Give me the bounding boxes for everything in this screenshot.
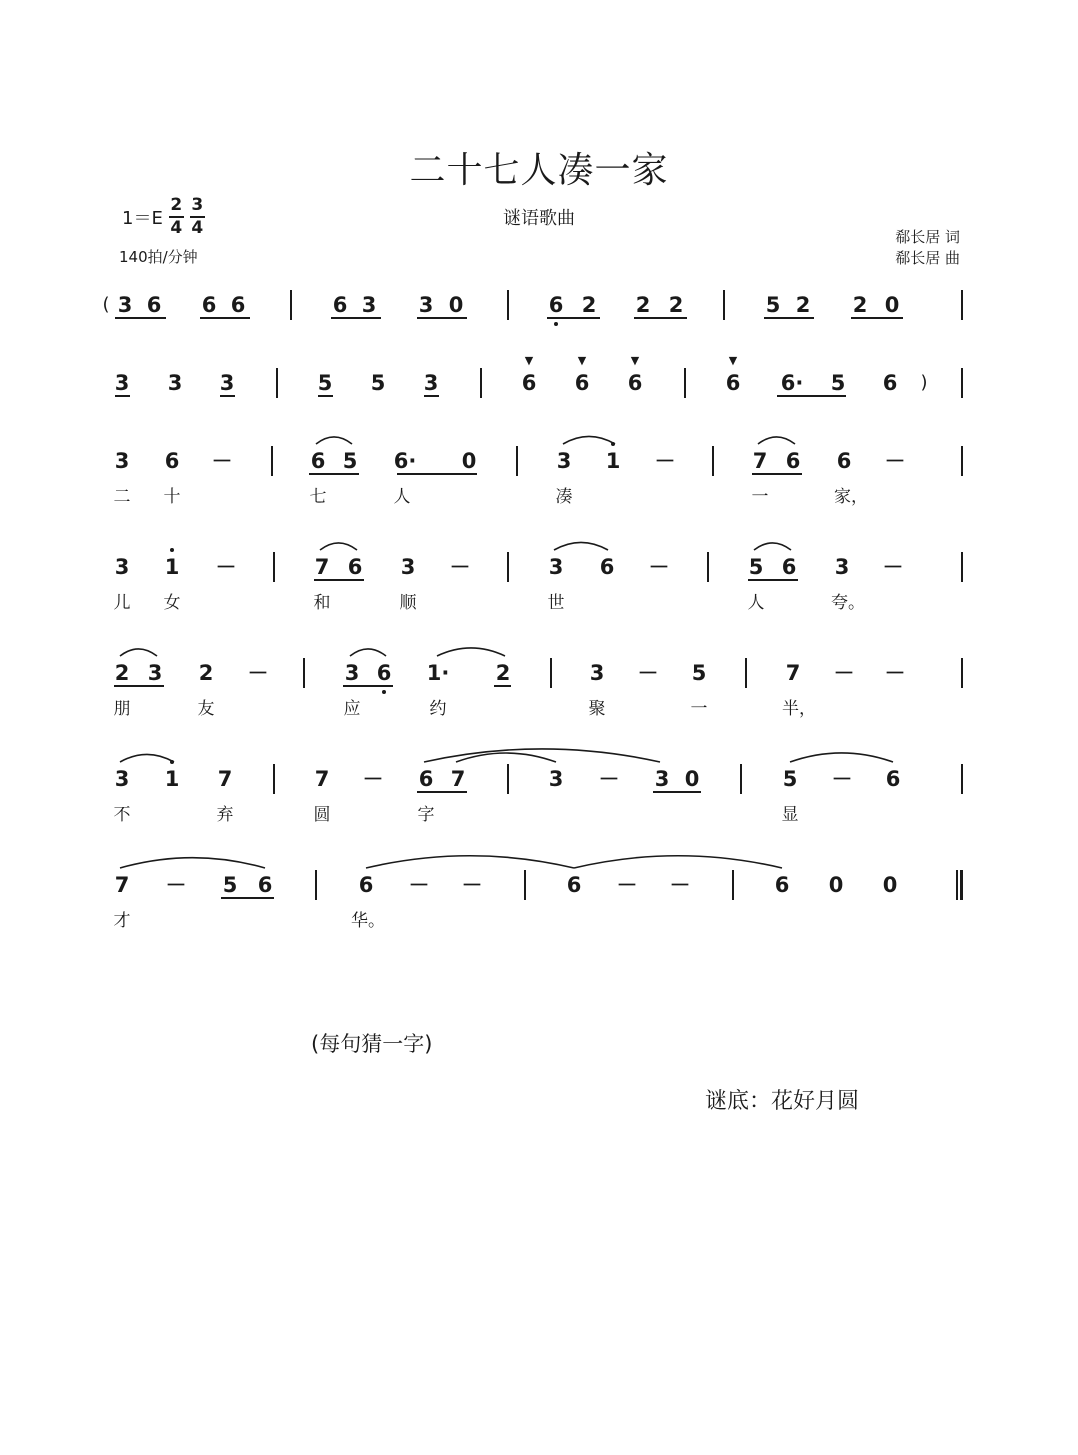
- lyric: 聚: [588, 699, 606, 719]
- note: 3: [147, 661, 163, 685]
- note: 1: [605, 449, 621, 473]
- note: 5: [748, 555, 764, 579]
- note: 6·: [780, 371, 804, 395]
- slur: [574, 856, 782, 868]
- note: 6: [146, 293, 162, 317]
- note: 2: [635, 293, 651, 317]
- note: 6: [836, 449, 852, 473]
- note: 6: [885, 767, 901, 791]
- tempo-marking: 140拍/分钟: [119, 248, 198, 266]
- note: 2: [668, 293, 684, 317]
- lyric: 一: [751, 487, 769, 507]
- note: 0: [882, 873, 898, 897]
- note: 2: [795, 293, 811, 317]
- dash: －: [884, 661, 906, 685]
- note: 3: [423, 371, 439, 395]
- dash: －: [654, 449, 676, 473]
- note: 6: [785, 449, 801, 473]
- note: 3: [361, 293, 377, 317]
- note: 3: [548, 555, 564, 579]
- note: 6: [521, 371, 537, 395]
- lyric: 友: [197, 699, 215, 719]
- slur: [758, 437, 795, 444]
- lyric: 凑: [555, 487, 573, 507]
- note: 3: [400, 555, 416, 579]
- note: 0: [884, 293, 900, 317]
- accent-mark: ▼: [524, 354, 534, 367]
- note: 1: [164, 555, 180, 579]
- lyric: 半，: [782, 699, 816, 719]
- lyric: 应: [343, 699, 361, 719]
- dash: －: [884, 449, 906, 473]
- lyric: 朋: [113, 699, 131, 719]
- lyric: 女: [163, 593, 181, 613]
- lyric: 和: [313, 593, 331, 613]
- lyric: 华。: [351, 911, 385, 931]
- lyric: 二: [113, 487, 131, 507]
- note: 6: [599, 555, 615, 579]
- note: 5: [317, 371, 333, 395]
- dash: －: [408, 873, 430, 897]
- note: 3: [834, 555, 850, 579]
- note: 7: [217, 767, 233, 791]
- dash: －: [648, 555, 670, 579]
- note: 6: [574, 371, 590, 395]
- note: 3: [114, 555, 130, 579]
- paren-open: (: [102, 294, 110, 315]
- note: 3: [167, 371, 183, 395]
- note: 3: [114, 449, 130, 473]
- note: 5: [342, 449, 358, 473]
- note: 0: [684, 767, 700, 791]
- paren-close: ): [920, 372, 928, 393]
- note: 6: [418, 767, 434, 791]
- note: 6: [230, 293, 246, 317]
- dash: －: [833, 661, 855, 685]
- song-title: 二十七人凑一家: [409, 150, 669, 191]
- dash: －: [882, 555, 904, 579]
- note: 3: [418, 293, 434, 317]
- note: 6: [257, 873, 273, 897]
- note: 5: [691, 661, 707, 685]
- time-signature-1-bottom: 4: [170, 218, 183, 238]
- note: 6: [566, 873, 582, 897]
- accent-mark: ▼: [630, 354, 640, 367]
- note: 3: [589, 661, 605, 685]
- song-subtitle: 谜语歌曲: [503, 208, 575, 229]
- note: 2: [581, 293, 597, 317]
- note: 6: [882, 371, 898, 395]
- note: 7: [114, 873, 130, 897]
- note: 3: [114, 371, 130, 395]
- note: 6: [627, 371, 643, 395]
- slur: [554, 542, 608, 550]
- lyric: 弃: [216, 805, 234, 825]
- note: 3: [114, 767, 130, 791]
- lyric: 顺: [399, 593, 417, 613]
- lyric: 一: [690, 699, 708, 719]
- note: 5: [830, 371, 846, 395]
- note: 1: [164, 767, 180, 791]
- time-signature-2-top: 3: [191, 195, 204, 215]
- note: 6: [347, 555, 363, 579]
- note: 7: [752, 449, 768, 473]
- note: 2: [852, 293, 868, 317]
- note: 3: [556, 449, 572, 473]
- lyric: 显: [781, 805, 799, 825]
- lyric: 人: [393, 487, 411, 507]
- accent-mark: ▼: [728, 354, 738, 367]
- lyric: 人: [747, 593, 765, 613]
- note: 0: [828, 873, 844, 897]
- key-label: 1＝E: [122, 208, 163, 229]
- note: 5: [782, 767, 798, 791]
- note: 3: [117, 293, 133, 317]
- accent-mark: ▼: [577, 354, 587, 367]
- slur: [754, 543, 791, 550]
- note: 7: [314, 555, 330, 579]
- note: 3: [548, 767, 564, 791]
- slur: [316, 437, 352, 444]
- note: 6: [548, 293, 564, 317]
- lyric: 夸。: [831, 593, 865, 613]
- note: 6: [310, 449, 326, 473]
- slur: [563, 436, 615, 444]
- lyricist-credit: 郗长居 词: [895, 228, 960, 246]
- dash: －: [637, 661, 659, 685]
- note: 6·: [393, 449, 417, 473]
- note: 5: [222, 873, 238, 897]
- note: 6: [332, 293, 348, 317]
- slur: [120, 754, 174, 762]
- dash: －: [669, 873, 691, 897]
- note: 0: [461, 449, 477, 473]
- slur: [320, 543, 357, 550]
- note: 7: [785, 661, 801, 685]
- note: 2: [495, 661, 511, 685]
- dash: －: [616, 873, 638, 897]
- note: 6: [781, 555, 797, 579]
- note: 2: [198, 661, 214, 685]
- note: 3: [219, 371, 235, 395]
- slur: [366, 856, 574, 868]
- lyric: 世: [547, 593, 565, 613]
- dash: －: [211, 449, 233, 473]
- riddle-answer: 谜底：花好月圆: [705, 1089, 860, 1114]
- slur: [120, 858, 265, 868]
- note: 6: [725, 371, 741, 395]
- lyric: 圆: [313, 805, 331, 825]
- slur: [120, 649, 157, 656]
- note: 0: [448, 293, 464, 317]
- composer-credit: 郗长居 曲: [895, 249, 960, 267]
- note: 7: [314, 767, 330, 791]
- dash: －: [165, 873, 187, 897]
- dash: －: [247, 661, 269, 685]
- note: 1·: [426, 661, 450, 685]
- slur: [350, 649, 386, 656]
- dash: －: [449, 555, 471, 579]
- note: 6: [164, 449, 180, 473]
- dash: －: [362, 767, 384, 791]
- slur: [790, 753, 893, 762]
- lyric: 字: [417, 805, 435, 825]
- slur: [437, 648, 505, 656]
- lyric: 十: [163, 487, 181, 507]
- note: 6: [358, 873, 374, 897]
- note: 5: [370, 371, 386, 395]
- time-signature-2-bottom: 4: [191, 218, 204, 238]
- note: 5: [765, 293, 781, 317]
- dash: －: [598, 767, 620, 791]
- note: 3: [344, 661, 360, 685]
- lyric: 家，: [834, 487, 868, 507]
- lyric: 儿: [113, 593, 131, 613]
- note: 7: [450, 767, 466, 791]
- note: 6: [376, 661, 392, 685]
- time-signature-1-top: 2: [170, 195, 183, 215]
- note: 3: [654, 767, 670, 791]
- lyric: 才: [113, 911, 131, 931]
- dash: －: [215, 555, 237, 579]
- riddle-hint: (每句猜一字): [311, 1032, 433, 1056]
- dash: －: [831, 767, 853, 791]
- dash: －: [461, 873, 483, 897]
- lyric: 七: [309, 487, 327, 507]
- lyric: 不: [113, 805, 131, 825]
- lyric: 约: [429, 699, 447, 719]
- note: 2: [114, 661, 130, 685]
- note: 6: [774, 873, 790, 897]
- note: 6: [201, 293, 217, 317]
